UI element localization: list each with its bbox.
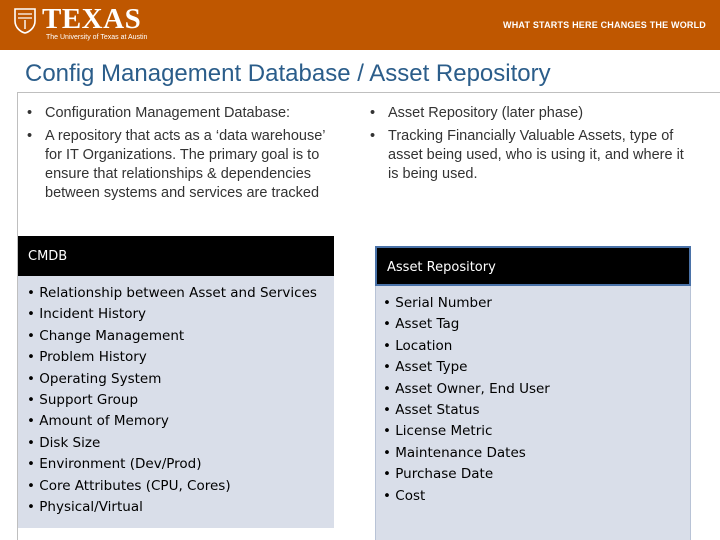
list-item: • Purchase Date [383,464,550,485]
list-item: • Support Group [27,390,317,411]
list-item: • Asset Status [383,400,550,421]
list-item: • Incident History [27,304,317,325]
title-divider [17,92,720,93]
list-item: • Amount of Memory [27,411,317,432]
right-bullet-list [368,104,688,188]
list-item: • Maintenance Dates [383,443,550,464]
tagline: WHAT STARTS HERE CHANGES THE WORLD [503,20,706,30]
list-item: • Asset Tag [383,314,550,335]
bullet-item: • Asset Repository (later phase) [368,104,688,123]
list-item: • Location [383,336,550,357]
header-banner [0,0,720,50]
list-item: • Asset Type [383,357,550,378]
bullet-item: • Configuration Management Database: [25,104,325,123]
list-item: • Operating System [27,369,317,390]
asset-repository-box-header: Asset Repository [375,246,691,286]
list-item: • Relationship between Asset and Services [27,283,317,304]
slide-title: Config Management Database / Asset Repository [25,60,551,87]
logo-wordmark: TEXAS [42,3,142,35]
ut-seal-icon [14,8,36,34]
list-item: • Environment (Dev/Prod) [27,454,317,475]
list-item: • Change Management [27,326,317,347]
list-item: • Problem History [27,347,317,368]
cmdb-box-header: CMDB [18,236,334,276]
cmdb-attribute-list [27,283,317,518]
bullet-item: • Tracking Financially Valuable Assets, type of asset being used, who is using it, and where it is being used. [368,127,688,184]
list-item: • License Metric [383,421,550,442]
list-item: • Core Attributes (CPU, Cores) [27,476,317,497]
list-item: • Serial Number [383,293,550,314]
list-item: • Physical/Virtual [27,497,317,518]
list-item: • Cost [383,486,550,507]
left-bullet-list [25,104,325,207]
list-item: • Disk Size [27,433,317,454]
logo-subtitle: The University of Texas at Austin [46,34,148,41]
bullet-item: • A repository that acts as a ‘data warehouse’ for IT Organizations. The primary goal is to ensure that relationships & dependencies between systems and services are tracked [25,127,325,203]
list-item: • Asset Owner, End User [383,379,550,400]
asset-attribute-list [383,293,550,507]
